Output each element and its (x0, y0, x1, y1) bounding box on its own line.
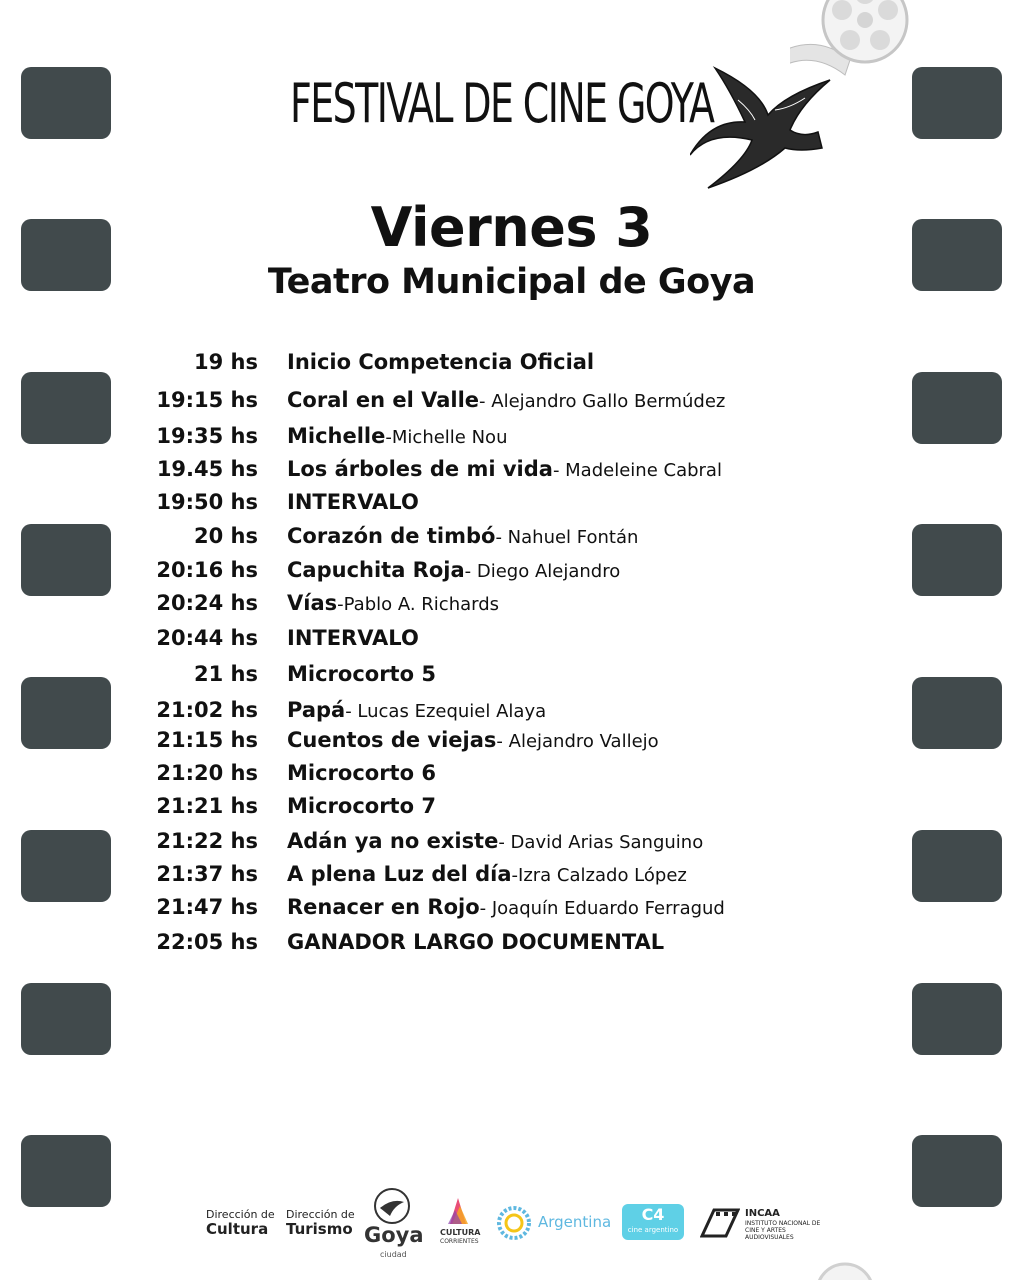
schedule-time: 21:21 hs (156, 794, 258, 818)
schedule-time: 19:50 hs (156, 490, 258, 514)
schedule-time: 21:20 hs (156, 761, 258, 785)
schedule-time: 19.45 hs (156, 457, 258, 481)
schedule-row (0, 862, 1023, 890)
film-director: - Alejandro Vallejo (496, 731, 659, 752)
film-title: Microcorto 6 (287, 761, 436, 785)
film-title: Microcorto 5 (287, 662, 436, 686)
film-director: - Nahuel Fontán (495, 527, 639, 548)
schedule-row (0, 895, 1023, 923)
film-title: Michelle (287, 424, 386, 448)
film-director: -Izra Calzado López (511, 865, 687, 886)
festival-title: FESTIVAL DE CINE GOYA (290, 72, 714, 135)
schedule-time: 21 hs (194, 662, 258, 686)
perforation (21, 983, 111, 1055)
schedule-time: 20:16 hs (156, 558, 258, 582)
schedule-row (0, 728, 1023, 756)
schedule-row (0, 524, 1023, 552)
film-director: -Pablo A. Richards (337, 594, 500, 615)
perforation (912, 983, 1002, 1055)
schedule-time: 19:35 hs (156, 424, 258, 448)
film-director: - Lucas Ezequiel Alaya (345, 701, 547, 722)
perforation (912, 67, 1002, 139)
cine-argentino-sub: cine argentino (627, 1226, 679, 1234)
logo-direccion-turismo (286, 1208, 355, 1236)
schedule-row (0, 626, 1023, 654)
film-title: Corazón de timbó (287, 524, 496, 548)
film-title: Microcorto 7 (287, 794, 436, 818)
logo-argentina: Argentina (538, 1213, 612, 1231)
film-title: Renacer en Rojo (287, 895, 480, 919)
film-title: INTERVALO (287, 490, 419, 514)
schedule-time: 19 hs (194, 350, 258, 374)
logo-incaa (745, 1208, 835, 1241)
film-title: Papá (287, 698, 346, 722)
cine-argentino-mark: C4 (641, 1205, 665, 1224)
schedule-time: 21:02 hs (156, 698, 258, 722)
incaa-subtitle: INSTITUTO NACIONAL DE CINE Y ARTES AUDIOVISUALES (745, 1220, 821, 1241)
film-title: Cuentos de viejas (287, 728, 497, 752)
perforation (21, 67, 111, 139)
schedule-time: 19:15 hs (156, 388, 258, 412)
schedule-row (0, 591, 1023, 619)
logo-direccion-cultura (206, 1208, 275, 1236)
film-director: - Alejandro Gallo Bermúdez (479, 391, 726, 412)
goya-bird-icon (372, 1186, 412, 1226)
schedule-time: 20:24 hs (156, 591, 258, 615)
film-reel-bottom-icon (810, 1262, 880, 1280)
logo-direccion-cultura-small: Dirección de (206, 1208, 275, 1221)
logo-cultura-corrientes (440, 1228, 480, 1246)
schedule-row (0, 457, 1023, 485)
schedule-time: 21:47 hs (156, 895, 258, 919)
schedule-row (0, 930, 1023, 958)
film-title: GANADOR LARGO DOCUMENTAL (287, 930, 665, 954)
schedule-row (0, 424, 1023, 452)
schedule-time: 20:44 hs (156, 626, 258, 650)
schedule-time: 21:37 hs (156, 862, 258, 886)
logo-goya: Goya (364, 1223, 424, 1247)
schedule-row (0, 761, 1023, 789)
film-director: - David Arias Sanguino (498, 832, 704, 853)
logo-direccion-cultura-big: Cultura (206, 1220, 269, 1238)
day-heading: Viernes 3 (370, 196, 653, 259)
swallow-icon (690, 60, 835, 195)
schedule-time: 21:15 hs (156, 728, 258, 752)
incaa-film-icon (700, 1206, 740, 1240)
logo-direccion-turismo-big: Turismo (286, 1220, 353, 1238)
schedule-row (0, 388, 1023, 416)
incaa-title: INCAA (745, 1208, 780, 1219)
cultura-corrientes-line2: CORRIENTES (440, 1238, 479, 1245)
film-director: -Michelle Nou (385, 427, 508, 448)
film-title: Inicio Competencia Oficial (287, 350, 595, 374)
film-title: Capuchita Roja (287, 558, 465, 582)
schedule-row (0, 662, 1023, 690)
schedule-row (0, 829, 1023, 857)
schedule-time: 22:05 hs (156, 930, 258, 954)
film-title: A plena Luz del día (287, 862, 512, 886)
schedule-row (0, 794, 1023, 822)
venue-heading: Teatro Municipal de Goya (267, 262, 756, 302)
film-title: Adán ya no existe (287, 829, 499, 853)
film-director: - Madeleine Cabral (552, 460, 722, 481)
logo-cine-argentino (622, 1204, 684, 1240)
cultura-corrientes-line1: CULTURA (440, 1228, 481, 1237)
schedule-row (0, 350, 1023, 378)
logo-goya-sub: ciudad (380, 1250, 407, 1259)
schedule-row (0, 490, 1023, 518)
logo-direccion-turismo-small: Dirección de (286, 1208, 355, 1221)
film-title: INTERVALO (287, 626, 419, 650)
schedule-row (0, 698, 1023, 726)
film-title: Coral en el Valle (287, 388, 480, 412)
film-title: Vías (287, 591, 338, 615)
cultura-corrientes-icon (446, 1196, 470, 1228)
schedule-row (0, 558, 1023, 586)
film-title: Los árboles de mi vida (287, 457, 553, 481)
schedule-time: 20 hs (194, 524, 258, 548)
argentina-sun-icon (495, 1204, 533, 1242)
schedule-time: 21:22 hs (156, 829, 258, 853)
film-director: - Diego Alejandro (464, 561, 621, 582)
film-director: - Joaquín Eduardo Ferragud (479, 898, 725, 919)
